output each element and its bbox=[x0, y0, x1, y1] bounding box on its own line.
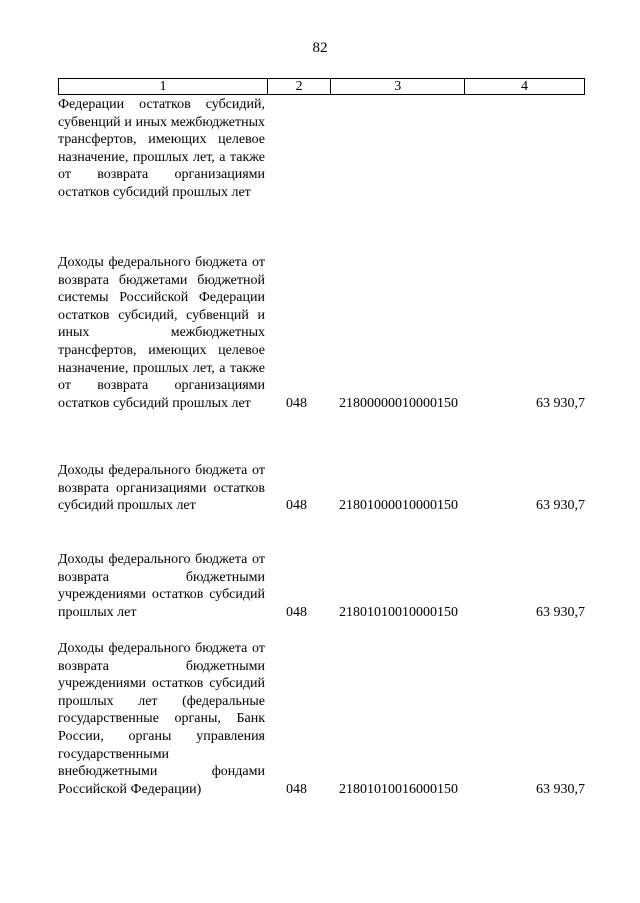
row-budget-code: 21801010016000150 bbox=[339, 781, 458, 797]
column-header-2: 2 bbox=[267, 79, 330, 95]
row-admin-code: 048 bbox=[286, 498, 307, 514]
table-row bbox=[58, 462, 585, 515]
table-row bbox=[58, 551, 585, 621]
column-header-3: 3 bbox=[331, 79, 465, 95]
row-description: Доходы федерального бюджета от возврата организациями остатков субсидий прошлых лет bbox=[58, 463, 265, 514]
row-budget-code: 21800000010000150 bbox=[339, 395, 458, 411]
row-budget-code: 21801000010000150 bbox=[339, 498, 458, 514]
column-header-1: 1 bbox=[59, 79, 268, 95]
column-header-table bbox=[58, 78, 585, 95]
row-budget-code: 21801010010000150 bbox=[339, 604, 458, 620]
row-amount: 63 930,7 bbox=[536, 781, 585, 797]
row-admin-code: 048 bbox=[286, 395, 307, 411]
row-amount: 63 930,7 bbox=[536, 498, 585, 514]
table-row bbox=[58, 640, 585, 798]
row-description: Доходы федерального бюджета от возврата бюджетными учреждениями остатков субсидий прошлых лет (федеральные государственные органы, Банк России, органы управления государственными внебюджетными фондами Российской Федерации) bbox=[58, 641, 265, 797]
row-admin-code: 048 bbox=[286, 781, 307, 797]
page-number: 82 bbox=[312, 40, 328, 56]
table-row bbox=[58, 96, 585, 202]
column-header-4: 4 bbox=[465, 79, 585, 95]
row-amount: 63 930,7 bbox=[536, 395, 585, 411]
column-header-row bbox=[59, 79, 585, 95]
row-description: Федерации остатков субсидий, субвенций и иных межбюджетных трансфертов, имеющих целевое назначение, прошлых лет, а также от возврата организациями остатков субсидий прошлых лет bbox=[58, 97, 265, 200]
row-description: Доходы федерального бюджета от возврата бюджетными учреждениями остатков субсидий прошлых лет bbox=[58, 552, 265, 620]
row-description: Доходы федерального бюджета от возврата бюджетами бюджетной системы Российской Федерации остатков субсидий, субвенций и иных межбюджетных трансфертов, имеющих целевое назначение, прошлых лет, а также от возврата организациями остатков субсидий прошлых лет bbox=[58, 255, 265, 411]
row-admin-code: 048 bbox=[286, 604, 307, 620]
table-row bbox=[58, 254, 585, 412]
row-amount: 63 930,7 bbox=[536, 604, 585, 620]
